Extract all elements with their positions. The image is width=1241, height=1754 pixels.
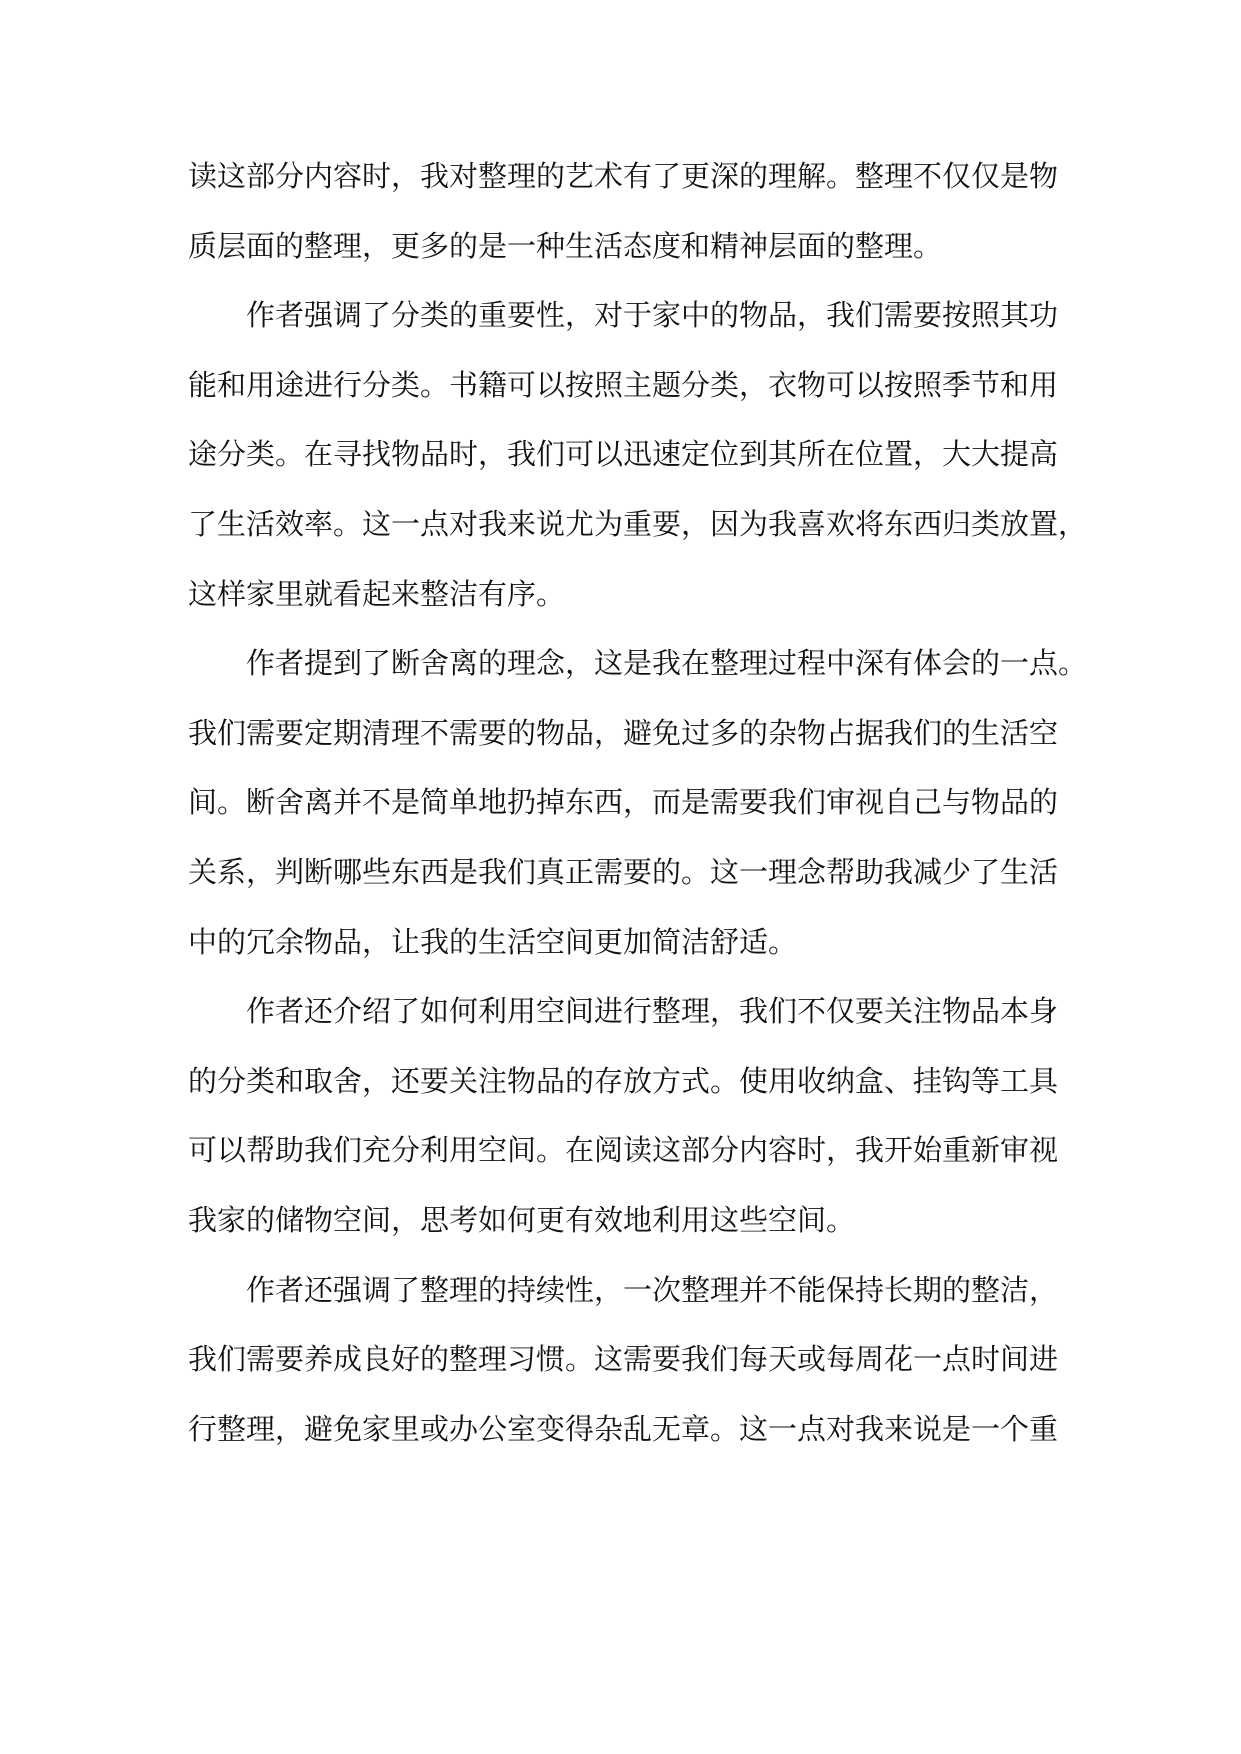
text-line: 质层面的整理，更多的是一种生活态度和精神层面的整理。: [188, 228, 943, 263]
text-line: 我们需要养成良好的整理习惯。这需要我们每天或每周花一点时间进: [188, 1342, 1059, 1377]
text-line: 作者强调了分类的重要性，对于家中的物品，我们需要按照其功: [246, 298, 1059, 333]
paragraph-5: [188, 1256, 1058, 1465]
text-line: 作者提到了断舍离的理念，这是我在整理过程中深有体会的一点。: [246, 646, 1088, 681]
text-line: 能和用途进行分类。书籍可以按照主题分类，衣物可以按照季节和用: [188, 367, 1059, 402]
text-line: 的分类和取舍，还要关注物品的存放方式。使用收纳盒、挂钩等工具: [188, 1063, 1059, 1098]
text-line: 作者还介绍了如何利用空间进行整理，我们不仅要关注物品本身: [246, 994, 1059, 1029]
text-line: 我们需要定期清理不需要的物品，避免过多的杂物占据我们的生活空: [188, 715, 1059, 750]
text-line: 中的冗余物品，让我的生活空间更加简洁舒适。: [188, 924, 798, 959]
paragraph-2: [188, 281, 1088, 629]
paragraph-1: [188, 142, 1058, 281]
text-line: 了生活效率。这一点对我来说尤为重要，因为我喜欢将东西归类放置，: [188, 506, 1088, 541]
text-line: 间。断舍离并不是简单地扔掉东西，而是需要我们审视自己与物品的: [188, 785, 1059, 820]
text-line: 行整理，避免家里或办公室变得杂乱无章。这一点对我来说是一个重: [188, 1411, 1059, 1446]
text-line: 关系，判断哪些东西是我们真正需要的。这一理念帮助我减少了生活: [188, 854, 1059, 889]
text-line: 可以帮助我们充分利用空间。在阅读这部分内容时，我开始重新审视: [188, 1133, 1059, 1168]
text-line: 我家的储物空间，思考如何更有效地利用这些空间。: [188, 1202, 856, 1237]
text-line: 这样家里就看起来整洁有序。: [188, 576, 566, 611]
text-line: 读这部分内容时，我对整理的艺术有了更深的理解。整理不仅仅是物: [188, 159, 1059, 193]
document-body: [188, 142, 1088, 1464]
paragraph-4: [188, 977, 1058, 1255]
paragraph-3: [188, 629, 1088, 977]
text-line: 途分类。在寻找物品时，我们可以迅速定位到其所在位置，大大提高: [188, 437, 1059, 472]
text-line: 作者还强调了整理的持续性，一次整理并不能保持长期的整洁，: [246, 1272, 1059, 1307]
